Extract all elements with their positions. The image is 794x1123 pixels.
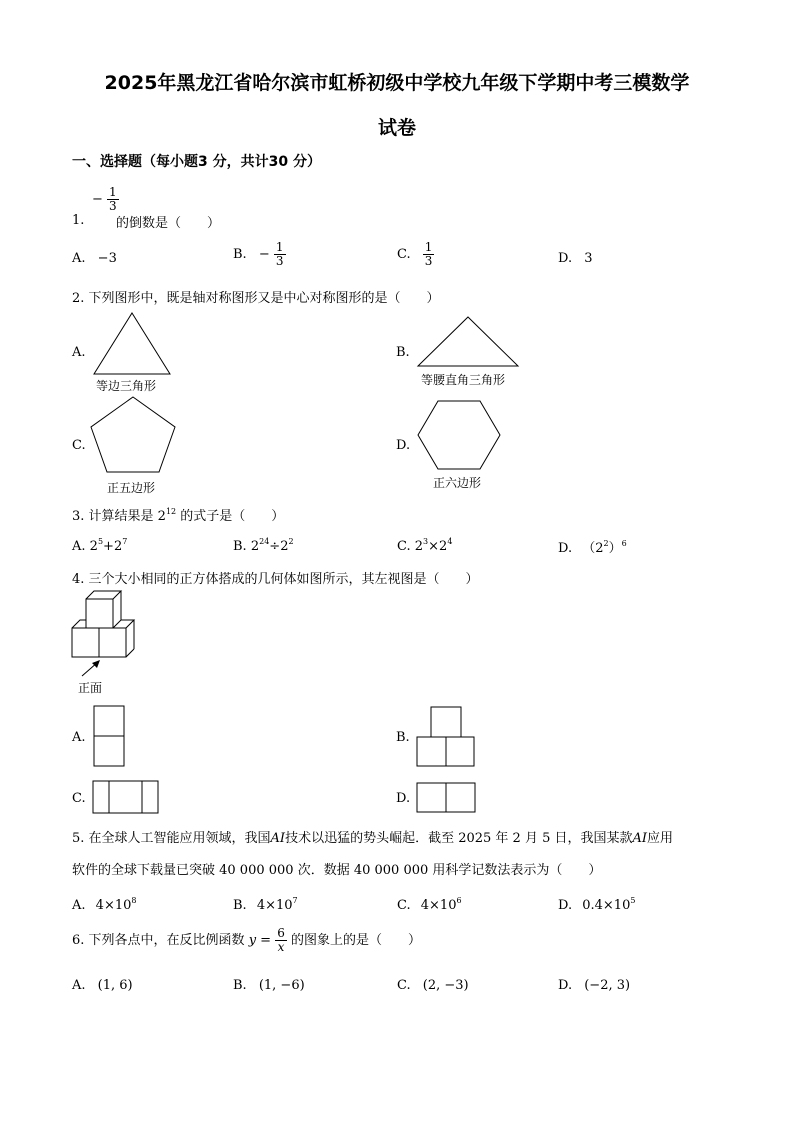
q5-option-b-label: B. — [233, 898, 247, 913]
q3-option-c — [397, 537, 452, 554]
q1-option-b — [233, 241, 286, 268]
q5-option-b-exp: 7 — [292, 896, 298, 905]
q6-y-eq: y = — [248, 933, 272, 948]
q3-option-d-mid: ） — [608, 541, 622, 556]
front-view-label: 正面 — [78, 681, 103, 695]
q6-option-d-value: (−2, 3) — [584, 978, 631, 993]
q6-option-a-label: A. — [72, 978, 86, 993]
page-title: 2025年黑龙江省哈尔滨市虹桥初级中学校九年级下学期中考三模数学 — [104, 72, 690, 94]
q6-fraction-num: 6 — [277, 926, 285, 940]
q5-option-c-base: 4×10 — [420, 898, 457, 913]
q2-option-b-label: B. — [396, 345, 410, 360]
q3-option-d-pre: （2 — [582, 541, 604, 556]
q3-option-c-b1: 2 — [414, 539, 424, 554]
q5-option-b-base: 4×10 — [256, 898, 293, 913]
q1-fraction-body — [107, 186, 119, 213]
q5-stem-line2: 软件的全球下载量已突破 40 000 000 次．数据 40 000 000 用科学记数法表示为（ ） — [72, 863, 602, 878]
q5-option-d-label: D. — [558, 898, 573, 913]
q2-caption-b: 等腰直角三角形 — [421, 373, 506, 387]
q3-option-a-b1: 2 — [89, 539, 98, 554]
q5-stem-line1 — [72, 827, 673, 846]
q1-option-a-value: −3 — [97, 251, 117, 266]
q3-option-a-e1: 5 — [97, 537, 104, 546]
q5-option-a-label: A. — [72, 898, 86, 913]
q4-stem: 4. 三个大小相同的正方体搭成的几何体如图所示，其左视图是（ ） — [72, 572, 479, 587]
q6-option-b — [233, 978, 305, 993]
q3-option-a — [72, 537, 127, 554]
q5-option-d — [558, 896, 635, 913]
q1-option-d-label: D. — [558, 251, 573, 266]
q6-fraction-den: x — [277, 940, 285, 954]
q1-option-b-num: 1 — [275, 240, 284, 254]
q1-option-d — [558, 251, 593, 266]
q3-stem-sup: 12 — [165, 507, 177, 516]
q4-option-a-label: A. — [72, 730, 86, 745]
q2-caption-d: 正六边形 — [433, 476, 482, 490]
q5-option-a-base: 4×10 — [95, 898, 132, 913]
q1-option-b-den: 3 — [275, 254, 284, 268]
q1-stem: 的倒数是（ ） — [116, 216, 221, 231]
q1-fraction-den: 3 — [109, 199, 117, 213]
q6-option-a — [72, 978, 133, 993]
regular-hexagon-figure — [417, 400, 501, 470]
q2-caption-c: 正五边形 — [107, 481, 156, 495]
q4-option-d-figure — [416, 782, 478, 814]
q1-fraction-num: 1 — [109, 185, 117, 199]
page-title-line2: 试卷 — [377, 117, 416, 139]
q1-option-b-label: B. — [233, 247, 247, 262]
q3-option-b — [233, 537, 294, 554]
q5-line1-mid: 技术以迅猛的势头崛起．截至 2025 年 2 月 5 日，我国某款 — [285, 831, 633, 846]
q3-option-b-e1: 24 — [259, 537, 270, 546]
q3-option-b-b1: 2 — [250, 539, 260, 554]
q1-fraction — [92, 186, 119, 213]
q6-option-a-value: (1, 6) — [97, 978, 133, 993]
q6-option-c — [397, 978, 469, 993]
q3-option-d-e2: 6 — [621, 539, 627, 548]
q5-ai-1: AI — [270, 831, 286, 846]
q2-option-a-label: A. — [72, 345, 86, 360]
q6-option-d — [558, 978, 630, 993]
q6-option-c-label: C. — [397, 978, 411, 993]
q1-option-b-sign: − — [258, 247, 270, 262]
q6-stem — [72, 927, 421, 954]
equilateral-triangle-figure — [92, 312, 172, 376]
q3-option-d-e1: 2 — [603, 539, 609, 548]
q3-option-a-e2: 7 — [122, 537, 128, 546]
q5-option-a — [72, 896, 136, 913]
q1-option-a-label: A. — [72, 251, 86, 266]
q5-option-b — [233, 896, 298, 913]
q3-option-b-label: B. — [233, 539, 247, 554]
q5-option-c-exp: 6 — [456, 896, 462, 905]
q5-option-c — [397, 896, 462, 913]
q3-option-c-e2: 4 — [447, 537, 453, 546]
q1-option-c-label: C. — [397, 247, 411, 262]
q1-option-c-frac — [423, 241, 435, 268]
q6-option-d-label: D. — [558, 978, 573, 993]
q3-option-b-e2: 2 — [288, 537, 294, 546]
q2-option-c-label: C. — [72, 438, 86, 453]
q6-option-b-value: (1, −6) — [258, 978, 305, 993]
q6-option-c-value: (2, −3) — [422, 978, 469, 993]
q5-line1-post: 应用 — [647, 831, 674, 846]
q4-option-b-figure — [416, 706, 476, 768]
q3-option-b-op: ÷2 — [269, 539, 289, 554]
q1-option-c-num: 1 — [424, 240, 433, 254]
q3-stem-post: 的式子是（ ） — [176, 509, 285, 524]
q1-option-b-frac — [274, 241, 286, 268]
q1-fraction-sign: − — [92, 192, 103, 207]
q3-option-a-label: A. — [72, 539, 86, 554]
regular-pentagon-figure — [90, 396, 176, 474]
q6-option-b-label: B. — [233, 978, 247, 993]
q3-stem — [72, 505, 284, 524]
q4-option-c-label: C. — [72, 791, 86, 806]
q6-fraction — [275, 927, 287, 954]
q4-option-a-figure — [93, 705, 126, 767]
q4-option-d-label: D. — [396, 791, 411, 806]
q5-line1-pre: 5. 在全球人工智能应用领域，我国 — [72, 831, 271, 846]
q3-option-c-e1: 3 — [423, 537, 429, 546]
q1-option-d-value: 3 — [584, 251, 593, 266]
q5-option-a-exp: 8 — [131, 896, 137, 905]
q5-option-c-label: C. — [397, 898, 411, 913]
q6-stem-pre: 6. 下列各点中，在反比例函数 — [72, 933, 245, 948]
q1-option-c-den: 3 — [424, 254, 433, 268]
q3-option-d — [558, 537, 627, 556]
isosceles-right-triangle-figure — [416, 316, 520, 368]
q1-option-c — [397, 241, 434, 268]
q2-option-d-label: D. — [396, 438, 411, 453]
q4-option-b-label: B. — [396, 730, 410, 745]
cube-stack-figure — [70, 590, 142, 676]
section-heading: 一、选择题（每小题3 分，共计30 分） — [72, 154, 321, 170]
q5-ai-2: AI — [632, 831, 648, 846]
q3-option-d-label: D. — [558, 541, 573, 556]
q3-option-c-label: C. — [397, 539, 411, 554]
q1-option-a — [72, 251, 117, 266]
q4-option-c-figure — [92, 780, 160, 814]
q6-stem-post: 的图象上的是（ ） — [290, 933, 421, 948]
q2-stem: 2. 下列图形中，既是轴对称图形又是中心对称图形的是（ ） — [72, 291, 440, 306]
q3-option-c-op: ×2 — [428, 539, 448, 554]
q5-option-d-base: 0.4×10 — [582, 898, 631, 913]
q3-stem-pre: 3. 计算结果是 2 — [72, 509, 166, 524]
q1-number: 1. — [72, 213, 85, 228]
q2-caption-a: 等边三角形 — [96, 379, 157, 393]
q5-option-d-exp: 5 — [630, 896, 636, 905]
q3-option-a-op: +2 — [103, 539, 123, 554]
